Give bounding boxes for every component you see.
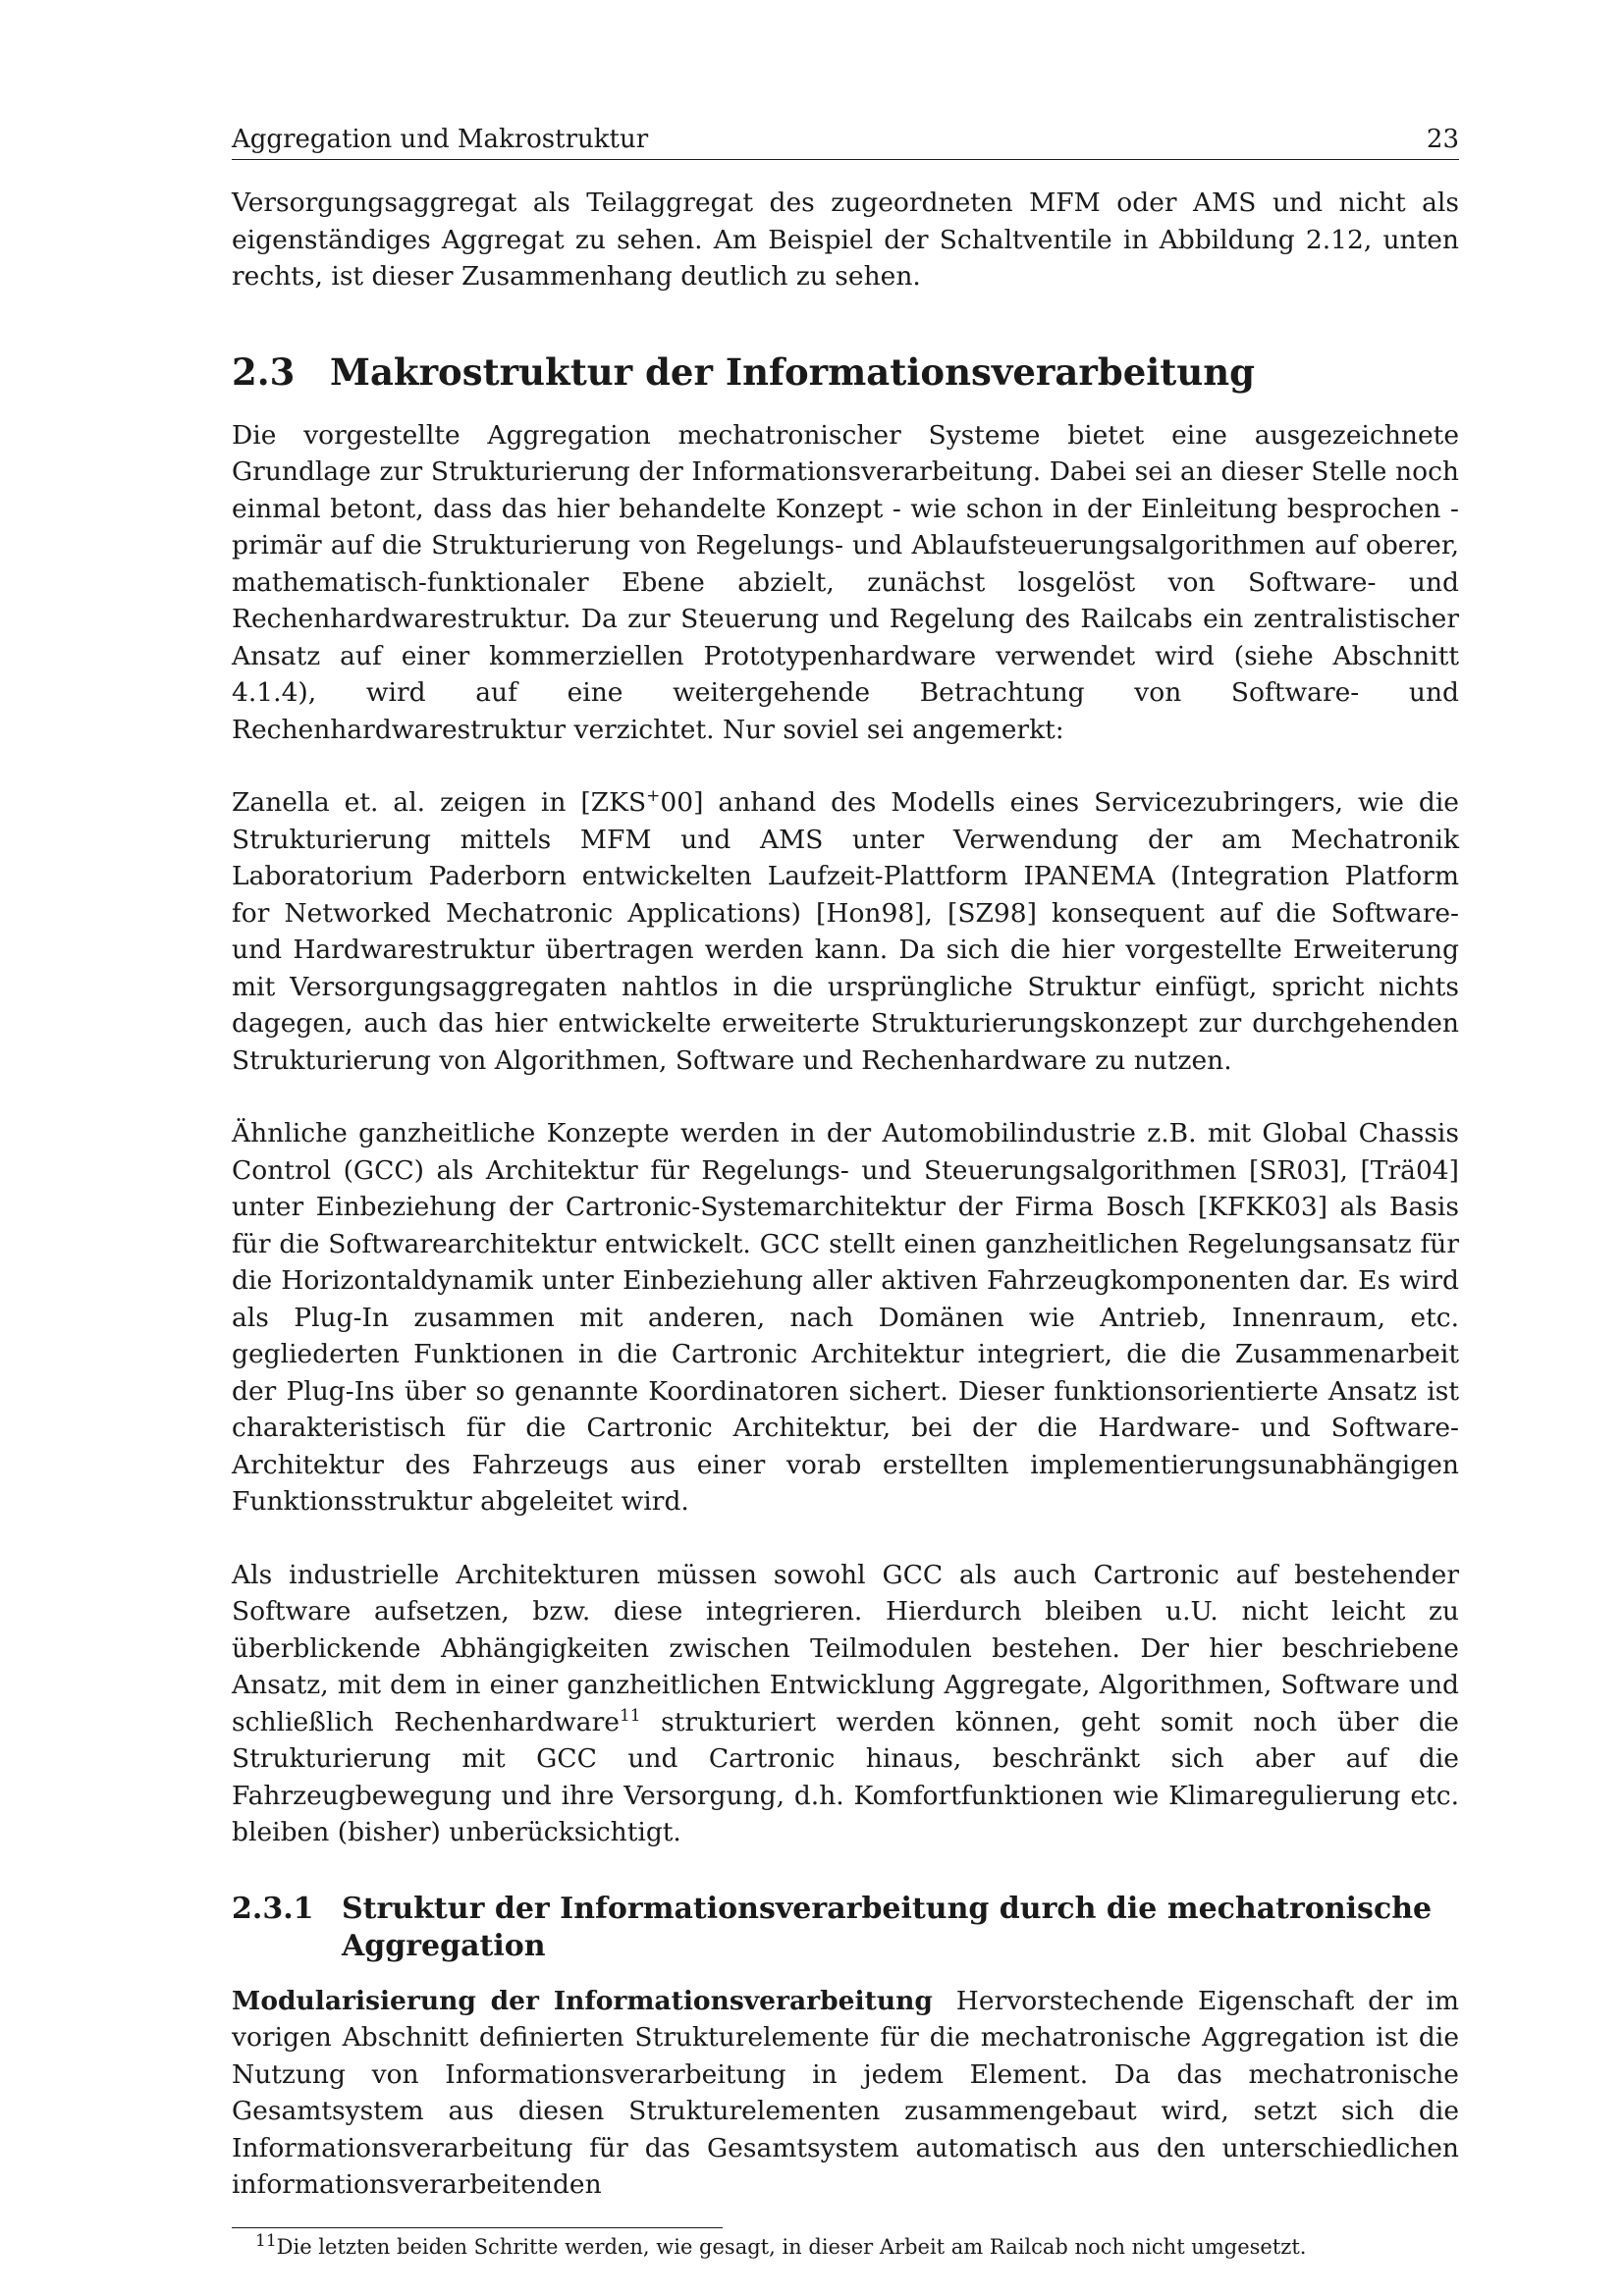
paragraph-4-start: Als industrielle Architekturen müssen sowohl GCC als auch Cartronic auf bestehender Software aufsetzen, bzw. diese integrieren. Hierdurch bleiben u.U. nicht leicht zu überblickende Abhängigkeiten zwischen Teilmodulen bestehen. Der hier beschriebene Ansatz, mit dem in einer ganzheitlichen Entwicklung Aggregate, Algorithmen, Software und schließlich Rechenhardware bbox=[232, 1559, 1459, 1737]
footnote-rule bbox=[232, 2227, 723, 2228]
paragraph-2-start: Zanella et. al. zeigen in [ZKS bbox=[232, 787, 647, 818]
paragraph-intro: Versorgungsaggregat als Teilaggregat des zugeordneten MFM oder AMS und nicht als eigenständiges Aggregat zu sehen. Am Beispiel der Schaltventile in Abbildung 2.12, unten rechts, ist dieser Zusammenhang deutlich zu sehen. bbox=[232, 187, 1459, 292]
footnote-marker: 11 bbox=[619, 1705, 641, 1726]
footnote bbox=[232, 2232, 1459, 2262]
paragraph-heading: Modularisierung der Informationsverarbeitung bbox=[232, 1985, 933, 2016]
section-number: 2.3 bbox=[232, 349, 296, 394]
paragraph-2 bbox=[232, 784, 1459, 1079]
citation-superscript: + bbox=[646, 786, 661, 807]
running-header bbox=[232, 122, 1459, 160]
subsection-title: Struktur der Informationsverarbeitung durch die mechatronische Aggregation bbox=[342, 1891, 1433, 1963]
page bbox=[232, 122, 1459, 2262]
paragraph-5-text: Hervorstechende Eigenschaft der im vorigen Abschnitt definierten Strukturelemente für die mechatronische Aggregation ist die Nutzung von Informationsverarbeitung in jedem Element. Da das mechatronische Gesamtsystem aus diesen Strukturelementen zusammengebaut wird, setzt sich die Informationsverarbeitung für das Gesamtsystem automatisch aus den unterschiedlichen informationsverarbeitenden bbox=[232, 1985, 1459, 2200]
paragraph-5 bbox=[232, 1983, 1459, 2204]
footnote-text: Die letzten beiden Schritte werden, wie gesagt, in dieser Arbeit am Railcab noch nicht umgesetzt. bbox=[276, 2234, 1307, 2259]
page-number: 23 bbox=[1426, 125, 1459, 154]
paragraph-2-rest: 00] anhand des Modells eines Servicezubringers, wie die Strukturierung mittels MFM und AMS unter Verwendung der am Mechatronik Laboratorium Paderborn entwickelten Laufzeit-Plattform IPANEMA (Integration Platform for Networked Mechatronic Applications) [Hon98], [SZ98] konsequent auf die Software- und Hardwarestruktur übertragen werden kann. Da sich die hier vorgestellte Erweiterung mit Versorgungsaggregaten nahtlos in die ursprüngliche Struktur einfügt, spricht nichts dagegen, auch das hier entwickelte erweiterte Strukturierungskonzept zur durchgehenden Strukturierung von Algorithmen, Software und Rechenhardware zu nutzen. bbox=[232, 787, 1459, 1076]
subsection-heading bbox=[232, 1891, 1459, 1965]
paragraph-4 bbox=[232, 1557, 1459, 1851]
footnote-number: 11 bbox=[255, 2230, 277, 2251]
section-heading bbox=[232, 350, 1459, 394]
subsection-number: 2.3.1 bbox=[232, 1891, 314, 1926]
paragraph-4-rest: strukturiert werden können, geht somit noch über die Strukturierung mit GCC und Cartronic hinaus, beschränkt sich aber auf die Fahrzeugbewegung und ihre Versorgung, d.h. Komfortfunktionen wie Klimaregulierung etc. bleiben (bisher) unberücksichtigt. bbox=[232, 1706, 1459, 1847]
paragraph-1: Die vorgestellte Aggregation mechatronischer Systeme bietet eine ausgezeichnete Grundlage zur Strukturierung der Informationsverarbeitung. Dabei sei an dieser Stelle noch einmal betont, dass das hier behandelte Konzept - wie schon in der Einleitung besprochen - primär auf die Strukturierung von Regelungs- und Ablaufsteuerungsalgorithmen auf oberer, mathematisch-funktionaler Ebene abzielt, zunächst losgelöst von Software- und Rechenhardwarestruktur. Da zur Steuerung und Regelung des Railcabs ein zentralistischer Ansatz auf einer kommerziellen Prototypenhardware verwendet wird (siehe Abschnitt 4.1.4), wird auf eine weitergehende Betrachtung von Software- und Rechenhardwarestruktur verzichtet. Nur soviel sei angemerkt: bbox=[232, 419, 1459, 745]
section-title: Makrostruktur der Informationsverarbeitung bbox=[330, 349, 1256, 394]
running-title: Aggregation und Makrostruktur bbox=[232, 125, 649, 154]
paragraph-3: Ähnliche ganzheitliche Konzepte werden in der Automobilindustrie z.B. mit Global Chassis Control (GCC) als Architektur für Regelungs- und Steuerungsalgorithmen [SR03], [Trä04] unter Einbeziehung der Cartronic-Systemarchitektur der Firma Bosch [KFKK03] als Basis für die Softwarearchitektur entwickelt. GCC stellt einen ganzheitlichen Regelungsansatz für die Horizontaldynamik unter Einbeziehung aller aktiven Fahrzeugkomponenten dar. Es wird als Plug-In zusammen mit anderen, nach Domänen wie Antrieb, Innenraum, etc. gegliederten Funktionen in die Cartronic Architektur integriert, die die Zusammenarbeit der Plug-Ins über so genannte Koordinatoren sichert. Dieser funktionsorientierte Ansatz ist charakteristisch für die Cartronic Architektur, bei der die Hardware- und Software-Architektur des Fahrzeugs aus einer vorab erstellten implementierungsunabhängigen Funktionsstruktur abgeleitet wird. bbox=[232, 1118, 1459, 1517]
